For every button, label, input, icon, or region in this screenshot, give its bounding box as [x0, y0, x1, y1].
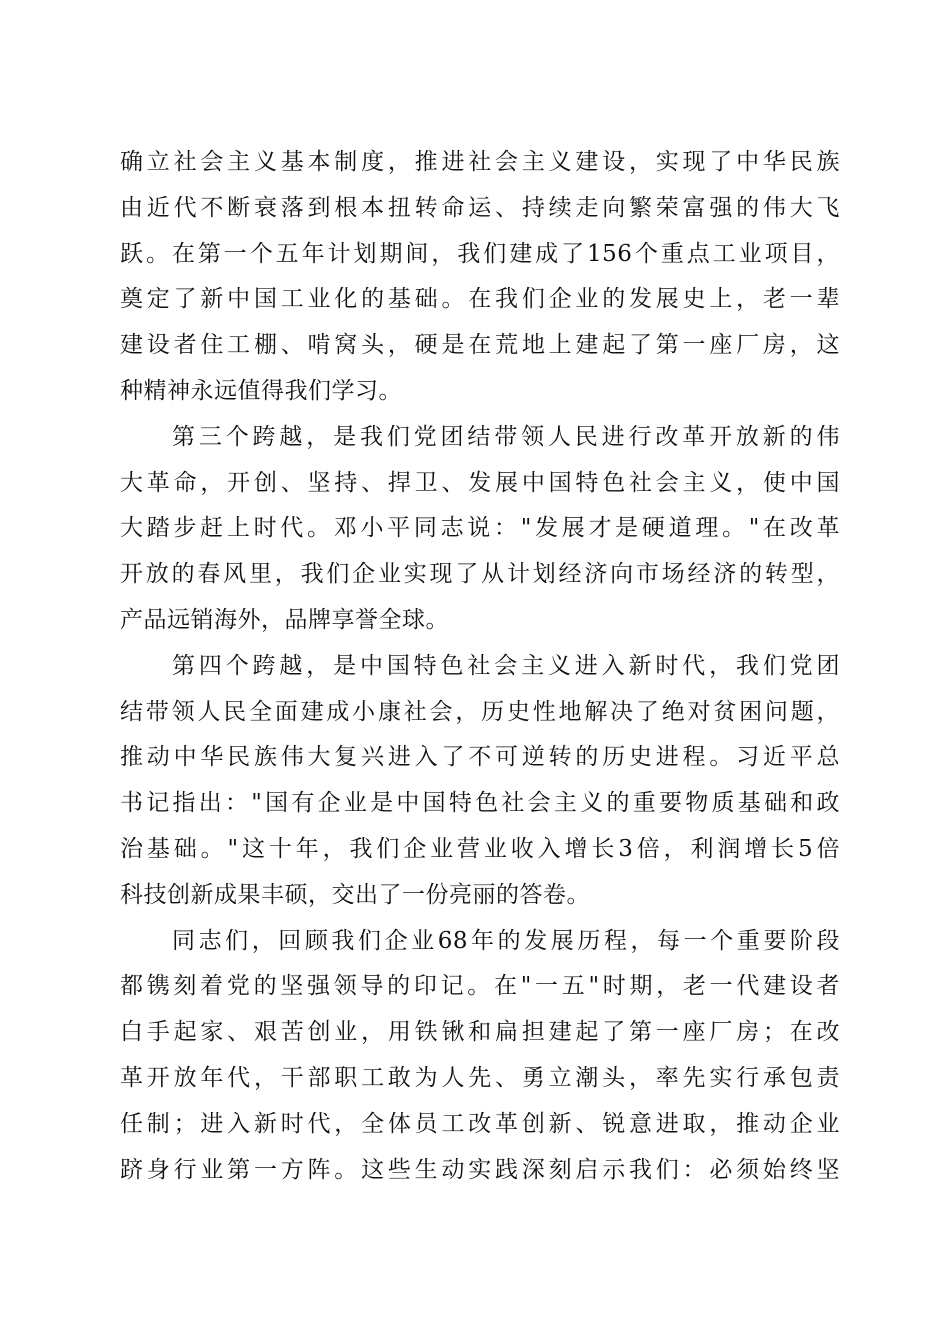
text-line: 跃。在第一个五年计划期间，我们建成了156个重点工业项目， — [120, 240, 840, 267]
document-body — [120, 140, 840, 1193]
text-line: 确立社会主义基本制度，推进社会主义建设，实现了中华民族 — [120, 149, 840, 175]
text-line: 都镌刻着党的坚强领导的印记。在"一五"时期，老一代建设者 — [120, 973, 840, 1000]
text-line: 大革命，开创、坚持、捍卫、发展中国特色社会主义，使中国 — [120, 469, 840, 496]
text-line: 白手起家、艰苦创业，用铁锹和扁担建起了第一座厂房；在改 — [120, 1019, 840, 1046]
text-line: 建设者住工棚、啃窝头，硬是在荒地上建起了第一座厂房，这 — [120, 332, 840, 359]
text-line: 第三个跨越，是我们党团结带领人民进行改革开放新的伟 — [172, 423, 840, 450]
text-line: 跻身行业第一方阵。这些生动实践深刻启示我们：必须始终坚 — [120, 1156, 840, 1183]
text-line: 奠定了新中国工业化的基础。在我们企业的发展史上，老一辈 — [120, 286, 840, 313]
text-line: 种精神永远值得我们学习。 — [120, 377, 402, 404]
text-line: 革开放年代，干部职工敢为人先、勇立潮头，率先实行承包责 — [120, 1064, 840, 1091]
text-line: 结带领人民全面建成小康社会，历史性地解决了绝对贫困问题， — [120, 698, 840, 725]
text-line: 第四个跨越，是中国特色社会主义进入新时代，我们党团 — [172, 652, 840, 679]
text-line: 开放的春风里，我们企业实现了从计划经济向市场经济的转型， — [120, 561, 840, 588]
text-line: 同志们，回顾我们企业68年的发展历程，每一个重要阶段 — [172, 927, 840, 954]
text-line: 治基础。"这十年，我们企业营业收入增长3倍，利润增长5倍 — [120, 835, 840, 862]
text-line: 书记指出："国有企业是中国特色社会主义的重要物质基础和政 — [120, 790, 840, 817]
text-line: 科技创新成果丰硕，交出了一份亮丽的答卷。 — [120, 881, 590, 908]
text-line: 大踏步赶上时代。邓小平同志说："发展才是硬道理。"在改革 — [120, 515, 840, 542]
text-line: 由近代不断衰落到根本扭转命运、持续走向繁荣富强的伟大飞 — [120, 194, 840, 221]
text-line: 产品远销海外，品牌享誉全球。 — [120, 606, 449, 633]
text-line: 任制；进入新时代，全体员工改革创新、锐意进取，推动企业 — [120, 1110, 840, 1137]
text-line: 推动中华民族伟大复兴进入了不可逆转的历史进程。习近平总 — [120, 744, 840, 771]
